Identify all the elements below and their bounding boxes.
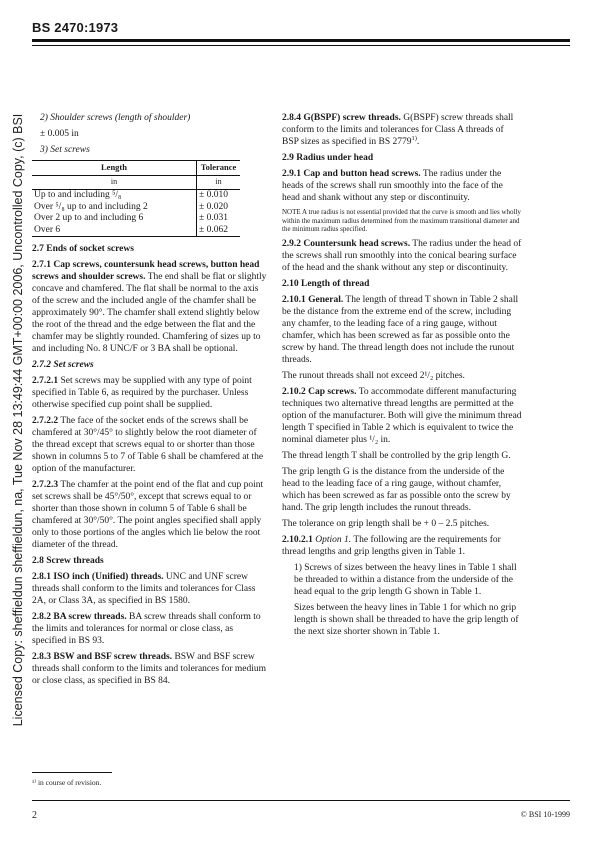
clause-body: The face of the socket ends of the screws shall be chamfered at 30°/45° to slightly below the root diameter of the thread except that screws equal to or shorter than those shown in columns 5 to 7 of Table 6 shall be chamfered at the option of the manufacturer. bbox=[32, 416, 264, 474]
clause-body: UNC and UNF screw threads shall conform to the limits and tolerances for Class 2A, or Class 3A, as specified in BS 1580. bbox=[32, 572, 256, 606]
clause-title: 2.8.3 BSW and BSF screw threads. bbox=[32, 652, 173, 662]
header-rule-thin bbox=[32, 45, 570, 46]
unit-tolerance: in bbox=[197, 175, 241, 190]
row-tolerance: ± 0.010 bbox=[199, 190, 228, 200]
clause-title: 2.8.2 BA screw threads. bbox=[32, 612, 127, 622]
license-watermark bbox=[0, 0, 28, 851]
grip-control-text: The thread length T shall be controlled by the grip length G. bbox=[282, 450, 511, 461]
shoulder-screws-item: 2) Shoulder screws (length of shoulder) bbox=[40, 113, 191, 123]
list-item: Sizes between the heavy lines in Table 1 for which no grip length is shown shall be threaded to have the grip length of the next size shorter shown in Table 1. bbox=[294, 602, 519, 637]
page-number: 2 bbox=[32, 810, 37, 821]
row-length: Over ⁵/₈ up to and including 2 bbox=[32, 202, 197, 214]
clause-body: Set screws may be supplied with any type of point specified in Table 6, as required by the purchaser. Unless otherwise specified cup point shall be supplied. bbox=[32, 376, 252, 410]
clause-2-9-2 bbox=[282, 238, 522, 274]
table-row bbox=[32, 213, 240, 225]
clause-body: To accommodate different manufacturing techniques two alternative thread lengths are permitted at the option of the manufacturer. Both will give the minimum thread length T specified in Table 2 which is equivalent to twice the nominal diameter plus ¹/₂ in. bbox=[282, 386, 522, 445]
clause-title: 2.10.1 General. bbox=[282, 294, 344, 305]
clause-number: 2.7.2.2 bbox=[32, 416, 59, 426]
clause-2-7-1 bbox=[32, 259, 268, 355]
clause-title: 2.9.2 Countersunk head screws. bbox=[282, 238, 411, 249]
clause-2-8-1 bbox=[32, 571, 268, 607]
clause-body: BA screw threads shall conform to the limits and tolerances for normal or close class, as specified in BS 93. bbox=[32, 612, 261, 646]
clause-title: 2.9.1 Cap and button head screws. bbox=[282, 169, 421, 179]
standard-number: BS 2470:1973 bbox=[32, 20, 119, 35]
clause-body: The radius under the heads of the screws shall run smoothly into the face of the head and shank without any step or discontinuity. bbox=[282, 169, 503, 203]
table-row bbox=[32, 190, 240, 202]
clause-2-8-2 bbox=[32, 611, 268, 647]
footnote-ref: 1) bbox=[411, 134, 417, 142]
clause-2-10-2-1 bbox=[282, 534, 522, 558]
clause-2-7-2-2 bbox=[32, 415, 268, 475]
clause-body: The chamfer at the point end of the flat and cup point set screws shall be 45°/50°, except that screws equal to or shorter than those shown in column 5 of Table 6 shall be chamfered at 30°/50°. The point angles specified shall apply only to those portions of the angles which lie below the root diameter of the thread. bbox=[32, 480, 264, 550]
note-text: NOTE A true radius is not essential provided that the curve is smooth and lies wholly within the maximum radius determined from the maximum transitional diameter and the minimum radius specified. bbox=[282, 208, 521, 233]
clause-title: 2.7.1 Cap screws, countersunk head screws, button head screws and shoulder screws. bbox=[32, 260, 260, 282]
clause-body: BSW and BSF screw threads shall conform to the limits and tolerances for medium or close class, as specified in BS 84. bbox=[32, 652, 267, 686]
list-item: 1) Screws of sizes between the heavy lines in Table 1 shall be threaded to within a distance from the underside of the head equal to the grip length G shown in Table 1. bbox=[294, 562, 517, 597]
section-heading: 2.8 Screw threads bbox=[32, 556, 104, 566]
clause-2-8-3 bbox=[32, 651, 268, 687]
clause-body: The length of thread T shown in Table 2 shall be the distance from the extreme end of the screw, including any chamfer, to the leading face of a ring gauge, without chamfer, which has been screwed as far as possible onto the screw by hand. The thread length does not include the runout threads. bbox=[282, 294, 519, 365]
col-header-tolerance: Tolerance bbox=[197, 161, 241, 176]
section-heading: 2.9 Radius under head bbox=[282, 153, 374, 163]
clause-2-7-2-1 bbox=[32, 375, 268, 411]
clause-title: 2.10.2 Cap screws. bbox=[282, 386, 357, 397]
grip-definition-text: The grip length G is the distance from the underside of the head to the leading face of a ring gauge, without chamfer, which has been screwed as far as possible onto the screw by hand. The grip length includes the runout threads. bbox=[282, 466, 511, 513]
clause-body: G(BSPF) screw threads shall conform to the limits and tolerances for Class A threads of BSP sizes as specified in BS 2779 bbox=[282, 113, 514, 147]
copyright-notice: © BSI 10-1999 bbox=[520, 810, 570, 819]
clause-2-9-1 bbox=[282, 168, 522, 204]
grip-tolerance-text: The tolerance on grip length shall be + 0 – 2.5 pitches. bbox=[282, 518, 490, 529]
footnote-text: ¹⁾ in course of revision. bbox=[32, 778, 102, 787]
subsection-heading: 2.7.2 Set screws bbox=[32, 360, 94, 370]
set-screws-item: 3) Set screws bbox=[40, 145, 90, 155]
length-tolerance-table bbox=[32, 160, 240, 237]
runout-text: The runout threads shall not exceed 2¹/₂ pitches. bbox=[282, 370, 465, 381]
clause-2-10-2 bbox=[282, 386, 522, 446]
row-tolerance: ± 0.062 bbox=[199, 224, 228, 235]
clause-title: 2.8.1 ISO inch (Unified) threads. bbox=[32, 572, 164, 582]
shoulder-tolerance: ± 0.005 in bbox=[40, 129, 79, 139]
clause-2-8-4: 2.8.4 G(BSPF) screw threads. G(BSPF) screw threads shall conform to the limits and tolerances for Class A threads of BSP sizes as specified in BS 2779$^{1)}$. bbox=[282, 113, 514, 147]
clause-number: 2.7.2.3 bbox=[32, 480, 59, 490]
col-header-length: Length bbox=[32, 161, 197, 176]
clause-number: 2.7.2.1 bbox=[32, 376, 59, 386]
section-heading: 2.10 Length of thread bbox=[282, 278, 370, 289]
footer-rule bbox=[32, 800, 570, 801]
row-length: Over 2 up to and including 6 bbox=[32, 213, 197, 225]
clause-2-10-1 bbox=[282, 294, 522, 366]
clause-number: 2.10.2.1 bbox=[282, 534, 313, 545]
row-length: Up to and including ⁵/₈ bbox=[32, 190, 197, 202]
header-rule-thick bbox=[32, 39, 570, 42]
option-label: Option 1. bbox=[315, 534, 352, 545]
clause-title: 2.8.4 G(BSPF) screw threads. bbox=[282, 113, 401, 123]
table-row bbox=[32, 225, 240, 237]
right-column bbox=[282, 112, 522, 642]
clause-body: The end shall be flat or slightly concave and chamfered. The flat shall be normal to the axis of the screw and the included angle of the chamfer shall be approximately 90°. The chamfer shall extend slightly below the root of the thread and the edge between the flat and the chamfer may be slightly rounded. Chamfering of sizes up to and including No. 8 UNC/F or 3 BA shall be optional. bbox=[32, 272, 267, 354]
row-length: Over 6 bbox=[32, 225, 197, 237]
watermark-text: Licensed Copy: sheffieldun sheffieldun, na, Tue Nov 28 13:49:44 GMT+00:00 2006, Uncontrolled Copy, (c) BSI bbox=[11, 113, 25, 727]
left-column bbox=[32, 112, 268, 691]
clause-body: The following are the requirements for thread lengths and grip lengths given in Table 1. bbox=[282, 534, 501, 557]
row-tolerance: ± 0.031 bbox=[199, 213, 228, 223]
clause-body: The radius under the head of the screws shall run smoothly into the conical bearing surface of the head and the shank without any step or discontinuity. bbox=[282, 238, 522, 273]
footnote-rule bbox=[32, 772, 112, 773]
section-heading: 2.7 Ends of socket screws bbox=[32, 244, 134, 254]
clause-2-7-2-3 bbox=[32, 479, 268, 551]
table-row bbox=[32, 202, 240, 214]
row-tolerance: ± 0.020 bbox=[199, 201, 228, 212]
unit-length: in bbox=[32, 175, 197, 190]
